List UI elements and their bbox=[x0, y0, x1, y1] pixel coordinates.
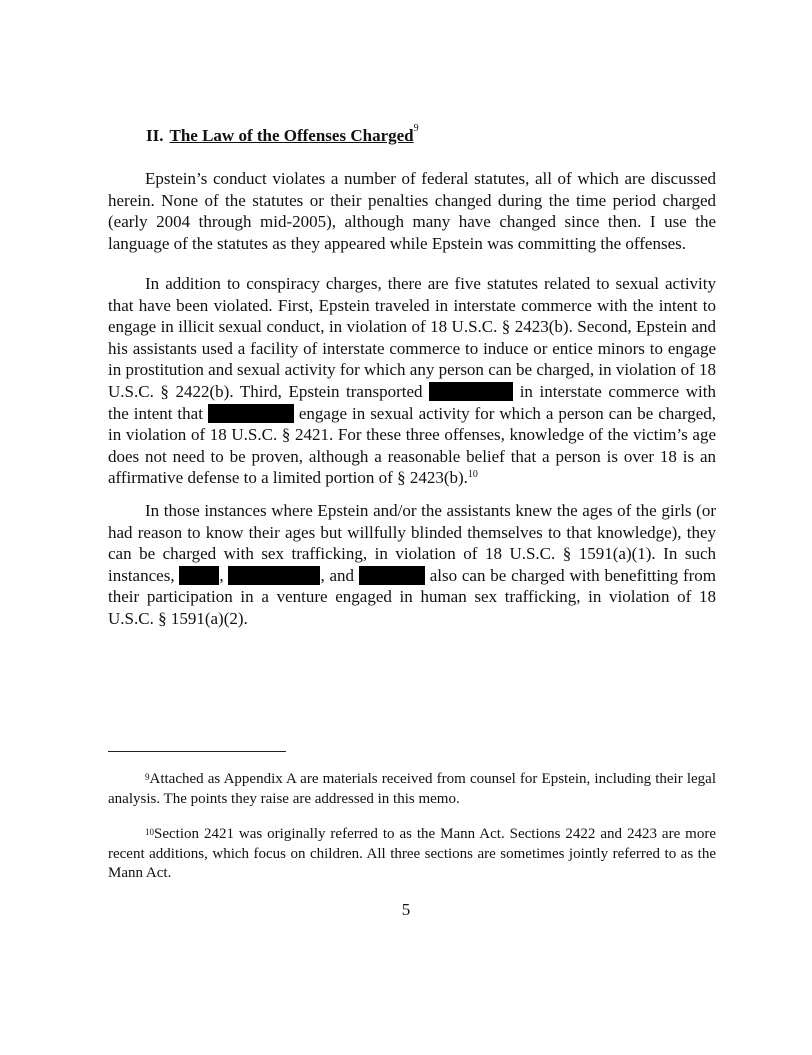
footnote-ref-10: 10 bbox=[467, 469, 478, 481]
paragraph-text: In those instances where Epstein and/or the assistants knew the ages of the girls (or had reason to know their ages but willfully blinded themselves to that knowledge), they can be charged with sex trafficking, in violation of 18 U.S.C. § 1591(a)(1). In such instances, bbox=[108, 501, 716, 585]
section-number: II. bbox=[146, 126, 164, 145]
redaction-box bbox=[359, 566, 425, 585]
paragraph-text: engage in sexual activity for which a person can be charged, in violation of 18 U.S.C. § 2421. For these three offenses, knowledge of the victim’s age does not need to be proven, although a reasonable belief that a person is over 18 is an affirmative defense to a limited portion of § 2423(b). bbox=[108, 403, 717, 488]
redaction-box bbox=[179, 566, 219, 585]
paragraph-text: in interstate commerce with the intent that bbox=[108, 381, 717, 423]
paragraph-statutes-overview: Epstein’s conduct violates a number of federal statutes, all of which are discussed herein. None of the statutes or their penalties changed during the time period charged (early 2004 through mid-2005), although many have changed since then. I use the language of the statutes as they appeared while Epstein was committing the offenses. bbox=[108, 169, 716, 253]
paragraph-text: , bbox=[219, 565, 224, 585]
page-number: 5 bbox=[401, 900, 411, 919]
section-title: The Law of the Offenses Charged bbox=[169, 126, 414, 145]
footnote-text: Attached as Appendix A are materials received from counsel for Epstein, including their legal analysis. The points they raise are addressed in this memo. bbox=[108, 771, 716, 807]
paragraph-text: In addition to conspiracy charges, there are five statutes related to sexual activity that have been violated. First, Epstein traveled in interstate commerce with the intent to engage in illicit sexual conduct, in violation of 18 U.S.C. § 2423(b). Second, Epstein and his assistants used a facility of interstate commerce to induce or entice minors to engage in prostitution and sexual activity for which any person can be charged, in violation of 18 U.S.C. § 2422(b). Third, Epstein transported bbox=[108, 274, 716, 401]
redaction-box bbox=[208, 404, 294, 423]
footnote-ref-9: 9 bbox=[413, 123, 419, 134]
footnote-text: Section 2421 was originally referred to as the Mann Act. Sections 2422 and 2423 are more recent additions, which focus on children. All three sections are sometimes jointly referred to as the Mann Act. bbox=[108, 826, 716, 881]
redaction-box bbox=[228, 566, 320, 585]
paragraph-text: , and bbox=[320, 565, 355, 585]
footnote-marker: 10 bbox=[145, 827, 154, 837]
footnote-marker: 9 bbox=[145, 772, 150, 782]
redaction-box bbox=[429, 382, 513, 401]
footnote-9 bbox=[108, 770, 716, 809]
paragraph-text: also can be charged with benefitting from their participation in a venture engaged in human sex trafficking, in violation of 18 U.S.C. § 1591(a)(2). bbox=[108, 565, 716, 628]
section-heading bbox=[146, 123, 419, 146]
paragraph-sexual-activity-statutes bbox=[108, 273, 716, 489]
footnote-divider bbox=[108, 751, 286, 752]
footnote-10 bbox=[108, 825, 716, 884]
paragraph-sex-trafficking bbox=[108, 500, 716, 630]
